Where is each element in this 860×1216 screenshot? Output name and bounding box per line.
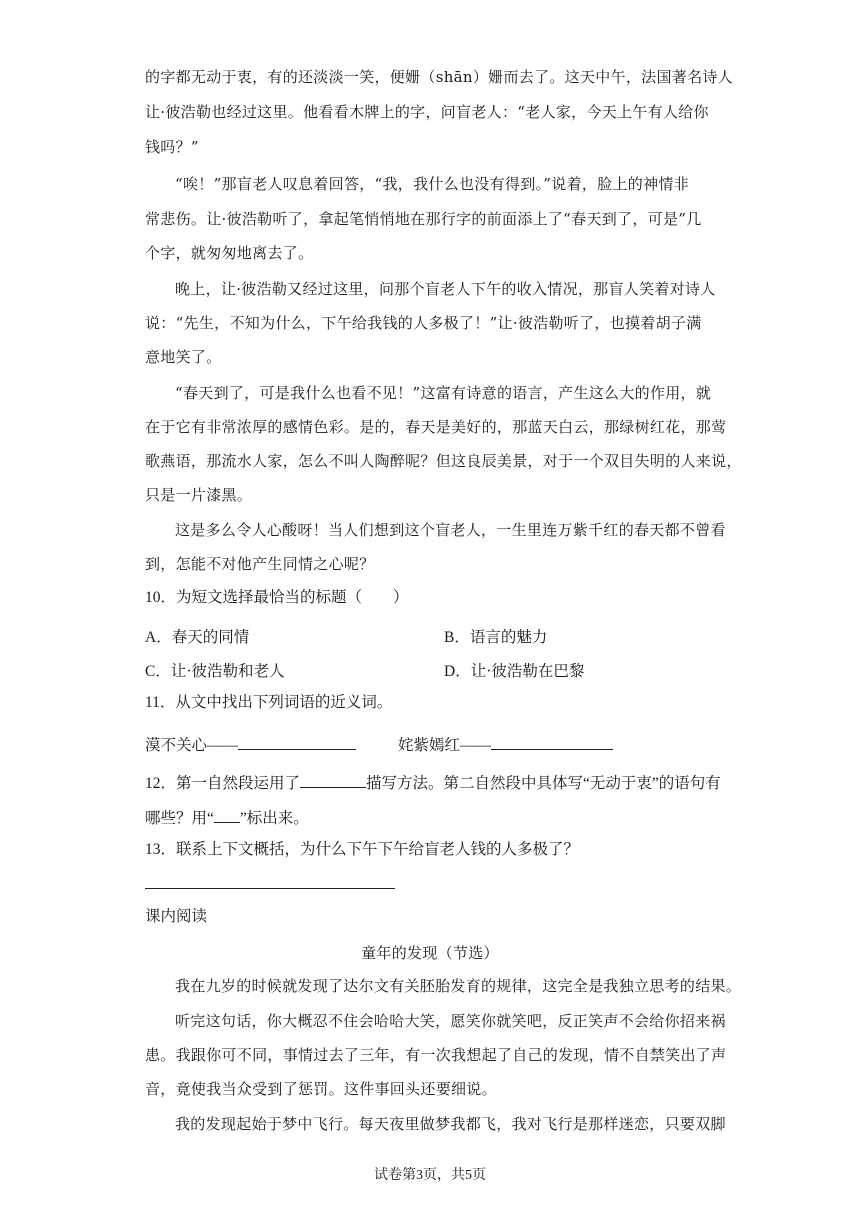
question-13: 13．联系上下文概括，为什么下午下午给盲老人钱的人多极了？ <box>145 841 580 858</box>
passage-line: 意地笑了。 <box>145 348 222 366</box>
question-12-text: ”标出来。 <box>239 810 309 827</box>
passage-line: 到，怎能不对他产生同情之心呢？ <box>145 555 375 573</box>
passage-line: 常悲伤。让·彼浩勒听了，拿起笔悄悄地在那行字的前面添上了“春天到了，可是”几 <box>145 210 702 228</box>
question-11: 11．从文中找出下列词语的近义词。 <box>145 694 393 711</box>
passage-title: 童年的发现（节选） <box>361 944 499 962</box>
question-12-line2 <box>145 806 715 829</box>
underline-sample <box>214 806 240 823</box>
page-footer: 试卷第3页，共5页 <box>374 1168 486 1183</box>
passage-line: 我的发现起始于梦中飞行。每天夜里做梦我都飞，我对飞行是那样迷恋，只要双脚 <box>175 1115 726 1133</box>
question-12-text: 描写方法。第二自然段中具体写“无动于衷”的语句有 <box>366 775 721 792</box>
answer-blank[interactable] <box>238 733 356 750</box>
answer-blank[interactable] <box>300 771 366 788</box>
passage-line: 歌燕语，那流水人家，怎么不叫人陶醉呢？但这良辰美景，对于一个双目失明的人来说， <box>145 452 742 470</box>
synonym-item-1 <box>145 733 356 755</box>
option-a[interactable]: A．春天的同情 <box>145 629 250 646</box>
passage-line: “春天到了，可是我什么也看不见！”这富有诗意的语言，产生这么大的作用，就 <box>175 384 712 402</box>
passage-line: “唉！”那盲老人叹息着回答，“我，我什么也没有得到。”说着，脸上的神情非 <box>175 175 689 193</box>
passage-line: 只是一片漆黑。 <box>145 486 253 504</box>
passage-line: 晚上，让·彼浩勒又经过这里，问那个盲老人下午的收入情况，那盲人笑着对诗人 <box>175 280 716 298</box>
option-c[interactable]: C．让·彼浩勒和老人 <box>145 663 285 680</box>
passage-line: 个字，就匆匆地离去了。 <box>145 244 314 262</box>
passage-line: 在于它有非常浓厚的感情色彩。是的，春天是美好的，那蓝天白云，那绿树红花，那莺 <box>145 418 727 436</box>
passage-line: 我在九岁的时候就发现了达尔文有关胚胎发育的规律，这完全是我独立思考的结果。 <box>175 977 742 995</box>
passage-line: 这是多么令人心酸呀！当人们想到这个盲老人，一生里连万紫千红的春天都不曾看 <box>175 521 726 539</box>
synonym-word: 姹紫嫣红—— <box>398 737 492 754</box>
synonym-word: 漠不关心—— <box>145 737 239 754</box>
passage-line: 听完这句话，你大概忍不住会哈哈大笑，愿笑你就笑吧，反正笑声不会给你招来祸 <box>175 1012 726 1030</box>
question-12-line1 <box>145 771 721 794</box>
question-12-text: 哪些？用“ <box>145 810 214 827</box>
question-10: 10．为短文选择最恰当的标题（ ） <box>145 589 409 606</box>
synonym-item-2 <box>398 733 613 755</box>
passage-line: 让·彼浩勒也经过这里。他看看木牌上的字，问盲老人：“老人家，今天上午有人给你 <box>145 103 709 121</box>
passage-line: 患。我跟你可不同，事情过去了三年，有一次我想起了自己的发现，情不自禁笑出了声 <box>145 1046 727 1064</box>
passage-line: 说：“先生，不知为什么，下午给我钱的人多极了！”让·彼浩勒听了，也摸着胡子满 <box>145 314 702 332</box>
passage-line: 音，竟使我当众受到了惩罚。这件事回头还要细说。 <box>145 1080 497 1098</box>
answer-blank[interactable] <box>491 733 613 750</box>
passage-line: 钱吗？” <box>145 138 199 156</box>
option-d[interactable]: D．让·彼浩勒在巴黎 <box>444 663 585 680</box>
section-label: 课内阅读 <box>145 908 208 925</box>
passage-line: 的字都无动于衷，有的还淡淡一笑，便姗（shān）姗而去了。这天中午，法国著名诗人 <box>145 68 733 86</box>
option-b[interactable]: B．语言的魅力 <box>444 629 548 646</box>
question-12-text: 12．第一自然段运用了 <box>145 775 301 792</box>
answer-line[interactable] <box>145 888 395 889</box>
